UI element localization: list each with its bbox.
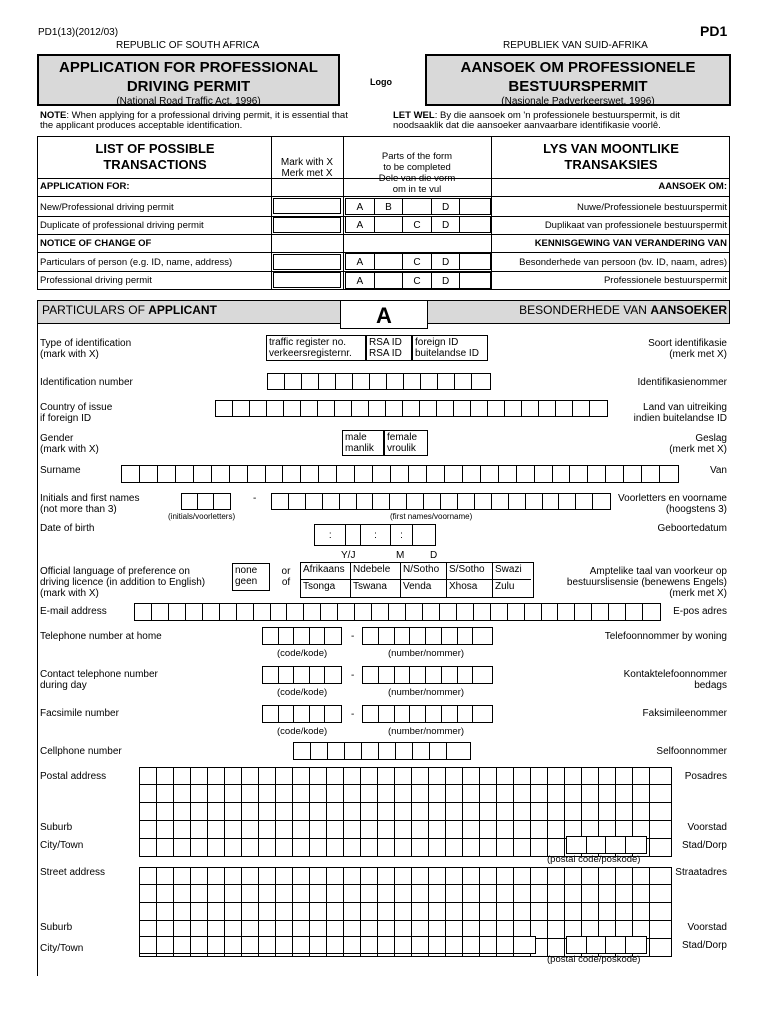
parts-row-2 <box>345 216 491 233</box>
cell-af: Selfoonnommer <box>656 746 727 757</box>
transactions-title-en-1: LIST OF POSSIBLE <box>95 141 215 156</box>
id-type-en1: Type of identification <box>40 338 132 349</box>
section-af-bold: AANSOEKER <box>650 303 727 317</box>
part <box>460 217 490 232</box>
tel-home-label: Telephone number at home <box>40 631 162 642</box>
title-en-act: (National Road Traffic Act, 1996) <box>116 96 261 107</box>
initials-en2: (not more than 3) <box>40 504 117 515</box>
postal-suburb-af: Voorstad <box>687 822 727 833</box>
transactions-title-en-2: TRANSACTIONS <box>103 157 207 172</box>
tel-home-dash: - <box>351 631 355 642</box>
part <box>460 273 490 288</box>
lang-en3: (mark with X) <box>40 588 99 599</box>
surname-af: Van <box>709 465 727 476</box>
id-opt3a: foreign ID <box>415 337 459 348</box>
part <box>460 254 490 269</box>
part: C <box>403 217 432 232</box>
transactions-title-af-1: LYS VAN MOONTLIKE <box>543 141 679 156</box>
tx-row-2-af: Duplikaat van professionele bestuurspermit <box>544 220 727 231</box>
id-opt1b: verkeersregisternr. <box>269 348 352 359</box>
tx-mark-4[interactable] <box>273 272 341 288</box>
part <box>375 273 404 288</box>
first-names-sub: (first names/voorname) <box>390 512 473 521</box>
part: C <box>403 254 432 269</box>
gender-female[interactable] <box>384 430 428 456</box>
part <box>375 254 404 269</box>
transactions-title-af <box>492 141 730 173</box>
email-field[interactable] <box>134 603 661 621</box>
id-number-af: Identifikasienommer <box>637 377 727 388</box>
street-af: Straatadres <box>675 867 727 878</box>
dob-sep: : <box>361 525 391 545</box>
lang-option[interactable]: Tswana <box>351 580 401 597</box>
section-title-en <box>42 305 217 316</box>
initials-label <box>40 493 140 515</box>
id-type-label <box>40 338 131 360</box>
postal-code-field[interactable] <box>566 836 647 854</box>
part: A <box>346 199 375 214</box>
title-en-line1: APPLICATION FOR PROFESSIONAL <box>59 59 318 76</box>
surname-label: Surname <box>40 465 81 476</box>
lang-option[interactable]: N/Sotho <box>401 563 447 580</box>
title-af-line1: AANSOEK OM PROFESSIONELE <box>460 59 696 76</box>
id-opt1a: traffic register no. <box>269 337 347 348</box>
fax-dash: - <box>351 709 355 720</box>
dob-sep: : <box>315 525 346 545</box>
first-names-field[interactable] <box>271 493 611 510</box>
street-city-field[interactable] <box>139 936 536 954</box>
postal-city-af: Stad/Dorp <box>681 840 727 851</box>
parts-3: Dele van die vorm <box>378 173 456 184</box>
tx-mark-1[interactable] <box>273 198 341 214</box>
id-number-label: Identification number <box>40 377 133 388</box>
postal-af: Posadres <box>684 771 727 782</box>
part: B <box>375 199 404 214</box>
lang-en2: driving licence (in addition to English) <box>40 577 206 588</box>
dob-field[interactable] <box>314 524 436 546</box>
email-af: E-pos adres <box>673 606 727 617</box>
initials-field[interactable] <box>181 493 231 510</box>
gender-af2: (merk met X) <box>669 444 727 455</box>
tel-home-af: Telefoonnommer by woning <box>604 631 727 642</box>
tx-mark-3[interactable] <box>273 254 341 270</box>
initials-af2: (hoogstens 3) <box>665 504 727 515</box>
postal-city-label: City/Town <box>40 840 84 851</box>
note-af-text2: noodsaaklik dat die aansoeker aanvaarbare identifikasie voorlê. <box>393 120 661 131</box>
dob-af: Geboortedatum <box>657 523 727 534</box>
id-option-foreign[interactable] <box>412 335 488 361</box>
dob-d: D <box>430 550 438 561</box>
tel-day-code-sub: (code/kode) <box>277 687 328 698</box>
transactions-title-en <box>40 141 270 173</box>
section-letter: A <box>340 300 428 329</box>
tel-day-code[interactable] <box>262 666 342 684</box>
aansoek-om: AANSOEK OM: <box>658 181 727 192</box>
street-suburb-af: Voorstad <box>687 922 727 933</box>
title-en-line2: DRIVING PERMIT <box>126 78 251 95</box>
street-suburb-label: Suburb <box>40 922 73 933</box>
lang-af2: bestuurslisensie (benewens Engels) <box>566 577 727 588</box>
part: D <box>432 273 461 288</box>
lang-or2: of <box>281 577 291 588</box>
postal-code-sub: (postal code/poskode) <box>547 854 641 865</box>
tel-day-dash: - <box>351 670 355 681</box>
tx-row-4-en: Professional driving permit <box>40 275 152 286</box>
tel-home-number-sub: (number/nommer) <box>388 648 465 659</box>
gender-af <box>520 433 727 455</box>
lang-or <box>277 566 295 588</box>
application-for: APPLICATION FOR: <box>40 181 130 192</box>
tx-row-1-af: Nuwe/Professionele bestuurspermit <box>577 202 727 213</box>
id-type-af2: (merk met X) <box>669 349 727 360</box>
note-en <box>40 111 348 131</box>
mark-1: Mark with X <box>280 157 334 168</box>
id-opt2b: RSA ID <box>369 348 402 359</box>
gender-en1: Gender <box>40 433 74 444</box>
id-number-field[interactable] <box>267 373 491 390</box>
tel-day-af <box>540 669 727 691</box>
logo: Logo <box>370 77 392 87</box>
tel-day-number-sub: (number/nommer) <box>388 687 465 698</box>
postal-label: Postal address <box>40 771 107 782</box>
gender-f1: female <box>387 432 418 443</box>
transactions-title-af-2: TRANSAKSIES <box>564 157 658 172</box>
initials-en1: Initials and first names <box>40 493 140 504</box>
initials-sub: (initials/voorletters) <box>168 512 236 521</box>
lang-af1: Amptelike taal van voorkeur op <box>589 566 727 577</box>
language-grid <box>300 562 534 598</box>
lang-option[interactable]: Xhosa <box>447 580 493 597</box>
fax-label: Facsimile number <box>40 708 119 719</box>
country-af1: Land van uitreiking <box>643 402 727 413</box>
surname-field[interactable] <box>121 465 679 483</box>
parts-4: om in te vul <box>392 184 442 195</box>
section-title-af <box>440 305 727 316</box>
initials-af1: Voorletters en voorname <box>618 493 727 504</box>
street-postal-code-field[interactable] <box>566 936 647 954</box>
fax-number-sub: (number/nommer) <box>388 726 465 737</box>
note-af-label: LET WEL <box>393 110 435 121</box>
part: A <box>346 273 375 288</box>
dob-sep: : <box>391 525 414 545</box>
kennisgewing: KENNISGEWING VAN VERANDERING VAN <box>534 238 727 249</box>
id-option-rsa[interactable] <box>366 335 412 361</box>
lang-none2: geen <box>235 576 258 587</box>
tx-row-3-en: Particulars of person (e.g. ID, name, address) <box>40 257 233 268</box>
lang-option[interactable]: Zulu <box>495 581 515 592</box>
tel-day-en1: Contact telephone number <box>40 669 158 680</box>
note-af <box>393 111 680 131</box>
id-type-en2: (mark with X) <box>40 349 99 360</box>
gender-m1: male <box>345 432 367 443</box>
country-af <box>520 402 727 424</box>
cell-label: Cellphone number <box>40 746 122 757</box>
section-en-pre: PARTICULARS OF <box>42 303 149 317</box>
lang-option[interactable]: Venda <box>401 580 447 597</box>
part <box>460 199 490 214</box>
dob-label: Date of birth <box>40 523 95 534</box>
lang-option[interactable]: Afrikaans <box>301 563 351 580</box>
mark-with-x <box>272 157 342 179</box>
gender-male[interactable] <box>342 430 384 456</box>
lang-or1: or <box>281 566 291 577</box>
tx-row-1-en: New/Professional driving permit <box>40 202 174 213</box>
parts-2: to be completed <box>383 162 451 173</box>
dob-m: M <box>396 550 405 561</box>
tel-home-number[interactable] <box>362 627 493 645</box>
postal-suburb-label: Suburb <box>40 822 73 833</box>
gender-en2: (mark with X) <box>40 444 99 455</box>
part: D <box>432 217 461 232</box>
part: A <box>346 217 375 232</box>
tx-row-3-af: Besonderhede van persoon (bv. ID, naam, adres) <box>519 257 727 268</box>
form-code: PD1(13)(2012/03) <box>38 27 119 38</box>
email-label: E-mail address <box>40 606 107 617</box>
parts-row-1 <box>345 198 491 215</box>
parts-row-3 <box>345 253 491 270</box>
lang-en1: Official language of preference on <box>40 566 190 577</box>
note-af-text: : By die aansoek om 'n professionele bestuurspermit, is dit <box>434 110 680 121</box>
street-city-label: City/Town <box>40 943 84 954</box>
gender-af1: Geslag <box>695 433 727 444</box>
street-city-af: Stad/Dorp <box>681 940 727 951</box>
note-en-text2: the applicant produces acceptable identification. <box>40 120 243 131</box>
lang-option[interactable]: S/Sotho <box>447 563 493 580</box>
lang-option[interactable]: Swazi <box>493 563 531 580</box>
country-af2: indien buitelandse ID <box>633 413 727 424</box>
part <box>403 199 432 214</box>
note-en-label: NOTE <box>40 110 67 121</box>
id-type-af <box>520 338 727 360</box>
gender-f2: vroulik <box>387 443 416 454</box>
country-en: REPUBLIC OF SOUTH AFRICA <box>116 40 260 51</box>
tx-row-4-af: Professionele bestuurspermit <box>603 275 727 286</box>
fax-code[interactable] <box>262 705 342 723</box>
parts-row-4 <box>345 272 491 289</box>
country-en1: Country of issue <box>40 402 113 413</box>
tel-day-label <box>40 669 158 691</box>
gender-m2: manlik <box>345 443 374 454</box>
part: D <box>432 254 461 269</box>
tel-day-af2: bedags <box>694 680 727 691</box>
tel-home-code-sub: (code/kode) <box>277 648 328 659</box>
notice-of-change: NOTICE OF CHANGE OF <box>40 238 152 249</box>
lang-none1: none <box>235 565 258 576</box>
initials-af <box>600 493 727 515</box>
fax-af: Faksimileenommer <box>642 708 727 719</box>
lang-option[interactable]: Tsonga <box>301 580 351 597</box>
cell-field[interactable] <box>293 742 471 760</box>
part <box>375 217 404 232</box>
country-label <box>40 402 112 424</box>
note-en-text: : When applying for a professional driving permit, it is essential that <box>66 110 348 121</box>
title-af-box <box>425 54 731 106</box>
tel-day-en2: during day <box>40 680 87 691</box>
title-af-line2: BESTUURSPERMIT <box>508 78 648 95</box>
tx-row-2-en: Duplicate of professional driving permit <box>40 220 204 231</box>
parts-1: Parts of the form <box>381 151 453 162</box>
section-af-pre: BESONDERHEDE VAN <box>519 303 651 317</box>
id-opt3b: buitelandse ID <box>415 348 479 359</box>
lang-af3: (merk met X) <box>669 588 727 599</box>
fax-number[interactable] <box>362 705 493 723</box>
fax-code-sub: (code/kode) <box>277 726 328 737</box>
title-en-box <box>37 54 340 106</box>
tel-home-code[interactable] <box>262 627 342 645</box>
id-type-af1: Soort identifikasie <box>648 338 727 349</box>
language-label <box>40 566 205 599</box>
lang-none[interactable] <box>232 563 270 591</box>
id-opt2a: RSA ID <box>369 337 402 348</box>
street-label: Street address <box>40 867 106 878</box>
part: D <box>432 199 461 214</box>
country-en2: if foreign ID <box>40 413 92 424</box>
id-option-traffic[interactable] <box>266 335 366 361</box>
title-af-act: (Nasionale Padverkeerswet, 1996) <box>501 96 655 107</box>
form-id: PD1 <box>700 23 728 39</box>
street-postal-code-sub: (postal code/poskode) <box>547 954 641 965</box>
initials-dash: - <box>253 493 257 504</box>
mark-2: Merk met X <box>281 168 333 179</box>
lang-option[interactable]: Ndebele <box>351 563 401 580</box>
tx-mark-2[interactable] <box>273 217 341 233</box>
dob-y: Y/J <box>341 550 356 561</box>
tel-day-number[interactable] <box>362 666 493 684</box>
language-af <box>540 566 727 599</box>
parts-header <box>344 151 490 195</box>
section-en-bold: APPLICANT <box>148 303 217 317</box>
part: A <box>346 254 375 269</box>
part: C <box>403 273 432 288</box>
gender-label <box>40 433 99 455</box>
country-af: REPUBLIEK VAN SUID-AFRIKA <box>503 40 648 51</box>
tel-day-af1: Kontaktelefoonnommer <box>623 669 727 680</box>
